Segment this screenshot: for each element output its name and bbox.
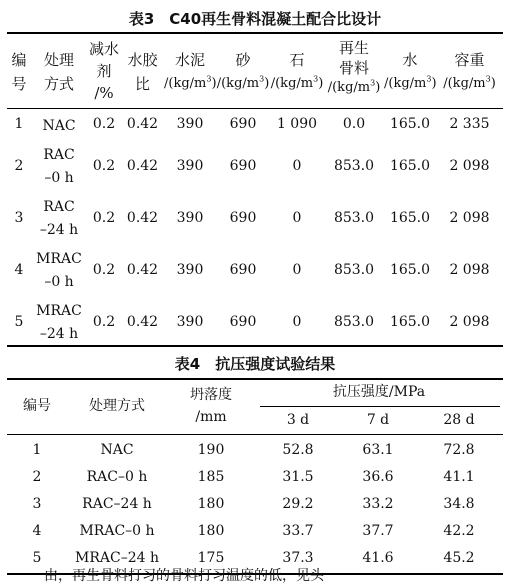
table3-unit-cement: $/(kg/m^3)$ <box>164 74 217 91</box>
table3-cell-wb: 0.42 <box>126 116 159 132</box>
table4-cell-method: RAC–0 h <box>86 469 148 485</box>
table3-cell-water: 165.0 <box>389 262 431 278</box>
table3-cell-method: MRAC –0 h <box>36 251 82 290</box>
table4-cell-d3: 52.8 <box>282 442 314 458</box>
table4-cell-method: MRAC–24 h <box>75 550 159 566</box>
table3-cell-density: 2 098 <box>449 158 490 174</box>
table4-cell-id: 3 <box>32 496 42 512</box>
table4-caption: 表4 抗压强度试验结果 <box>174 355 336 373</box>
table3-cell-reducer: 0.2 <box>92 262 116 278</box>
table3-cell-reducer: 0.2 <box>92 210 116 226</box>
table4-cell-id: 1 <box>32 442 42 458</box>
table4-cell-d28: 72.8 <box>443 442 475 458</box>
table3-cell-reducer: 0.2 <box>92 158 116 174</box>
table3-cell-method: MRAC –24 h <box>36 303 82 342</box>
table4-header-id: 编号 <box>23 398 51 414</box>
table3-cell-cement: 390 <box>176 314 204 330</box>
table3-cell-water: 165.0 <box>389 314 431 330</box>
table4-cell-d7: 63.1 <box>362 442 394 458</box>
table3-top-rule <box>7 32 503 34</box>
table3-cell-cement: 390 <box>176 116 204 132</box>
table4-header-method: 处理方式 <box>89 398 145 414</box>
table3-header-cement: 水泥 $/(kg/m^3)$ <box>164 48 216 96</box>
table3-header-id: 编 号 <box>11 51 27 93</box>
table3-cell-stone: 0 <box>292 158 302 174</box>
table4-cell-slump: 180 <box>197 496 225 512</box>
table3-cell-density: 2 098 <box>449 314 490 330</box>
table3-unit-sand: $/(kg/m^3)$ <box>216 74 270 91</box>
table3-cell-sand: 690 <box>229 158 257 174</box>
table3-header-sand: 砂 $/(kg/m^3)$ <box>216 48 270 96</box>
table3-cell-method: NAC <box>42 118 76 134</box>
table4-cell-d7: 41.6 <box>362 550 394 566</box>
table3-cell-wb: 0.42 <box>126 314 159 330</box>
table3-cell-recycled: 0.0 <box>342 116 366 132</box>
table3-cell-recycled: 853.0 <box>333 158 375 174</box>
table4-top-rule <box>7 378 503 380</box>
table3-cell-wb: 0.42 <box>126 262 159 278</box>
table4-cell-id: 5 <box>32 550 42 566</box>
table4-cell-method: RAC–24 h <box>82 496 152 512</box>
table3-cell-stone: 1 090 <box>276 116 318 132</box>
table4-cell-id: 4 <box>32 523 42 539</box>
table3-cell-recycled: 853.0 <box>333 210 375 226</box>
table3-unit-density: $/(kg/m^3)$ <box>443 74 496 91</box>
table3-cell-method: RAC –0 h <box>43 147 75 186</box>
table3-cell-sand: 690 <box>229 314 257 330</box>
table4-cell-slump: 175 <box>197 550 225 566</box>
table3-cell-sand: 690 <box>229 262 257 278</box>
table4-cell-slump: 190 <box>197 442 225 458</box>
table3-cell-wb: 0.42 <box>126 210 159 226</box>
table4-cell-slump: 180 <box>197 523 225 539</box>
footer-text-fragment: 由，再生骨料打习的骨料打习温度的低，见头 <box>44 568 324 584</box>
table4-cell-d28: 42.2 <box>443 523 475 539</box>
table4-header-7d: 7 d <box>366 412 390 428</box>
table4-cell-d28: 41.1 <box>443 469 475 485</box>
table3-cell-stone: 0 <box>292 314 302 330</box>
table3-cell-density: 2 335 <box>449 116 490 132</box>
table4-header-strength: 抗压强度/MPa <box>332 384 426 400</box>
table3-cell-id: 2 <box>14 158 24 174</box>
table4-strength-subrule <box>260 406 500 407</box>
table3-cell-cement: 390 <box>176 210 204 226</box>
table3-cell-reducer: 0.2 <box>92 314 116 330</box>
table3-cell-water: 165.0 <box>389 210 431 226</box>
table4-cell-d28: 34.8 <box>443 496 475 512</box>
table4-cell-d7: 36.6 <box>362 469 394 485</box>
table4-cell-method: MRAC–0 h <box>79 523 155 539</box>
table4-cell-d3: 33.7 <box>282 523 314 539</box>
table3-cell-water: 165.0 <box>389 116 431 132</box>
table3-cell-wb: 0.42 <box>126 158 159 174</box>
table3-cell-sand: 690 <box>229 116 257 132</box>
table3-unit-recycled: $/(kg/m^3)$ <box>327 78 381 95</box>
table4-header-28d: 28 d <box>443 412 475 428</box>
table4-header-slump: 坍落度 /mm <box>190 387 232 425</box>
table4-header-3d: 3 d <box>286 412 310 428</box>
table3-cell-cement: 390 <box>176 158 204 174</box>
table3-cell-recycled: 853.0 <box>333 314 375 330</box>
table3-header-density: 容重 $/(kg/m^3)$ <box>436 48 503 96</box>
table3-cell-recycled: 853.0 <box>333 262 375 278</box>
table3-cell-method: RAC –24 h <box>39 199 79 238</box>
table4-cell-method: NAC <box>100 442 134 458</box>
table3-cell-id: 3 <box>14 210 24 226</box>
table3-cell-density: 2 098 <box>449 262 490 278</box>
table3-unit-stone: $/(kg/m^3)$ <box>270 74 324 91</box>
table4-cell-id: 2 <box>32 469 42 485</box>
table4-cell-d28: 45.2 <box>443 550 475 566</box>
table4-cell-d3: 31.5 <box>282 469 314 485</box>
table3-header-recycled: 再生 骨料 $/(kg/m^3)$ <box>324 38 384 98</box>
table3-cell-id: 1 <box>14 116 24 132</box>
table4-header-rule <box>7 434 503 435</box>
table4-cell-d3: 29.2 <box>282 496 314 512</box>
table3-header-stone: 石 $/(kg/m^3)$ <box>270 48 324 96</box>
table3-bottom-rule <box>7 345 503 347</box>
table3-cell-stone: 0 <box>292 262 302 278</box>
table3-caption: 表3 C40再生骨料混凝土配合比设计 <box>128 10 382 28</box>
table3-unit-water: $/(kg/m^3)$ <box>384 74 437 91</box>
table3-cell-reducer: 0.2 <box>92 116 116 132</box>
table3-cell-density: 2 098 <box>449 210 490 226</box>
table3-cell-id: 4 <box>14 262 24 278</box>
table3-cell-water: 165.0 <box>389 158 431 174</box>
table3-header-water: 水 $/(kg/m^3)$ <box>384 48 436 96</box>
table3-cell-sand: 690 <box>229 210 257 226</box>
table3-header-rule <box>7 108 503 109</box>
table4-cell-slump: 185 <box>197 469 225 485</box>
table3-header-reducer: 减水 剂 /% <box>88 40 119 102</box>
table4-cell-d3: 37.3 <box>282 550 314 566</box>
table4-cell-d7: 37.7 <box>362 523 394 539</box>
table3-header-wb: 水胶 比 <box>127 51 158 93</box>
table3-cell-stone: 0 <box>292 210 302 226</box>
table3-header-method: 处理 方式 <box>43 51 74 93</box>
table4-cell-d7: 33.2 <box>362 496 394 512</box>
table3-cell-id: 5 <box>14 314 24 330</box>
table3-cell-cement: 390 <box>176 262 204 278</box>
